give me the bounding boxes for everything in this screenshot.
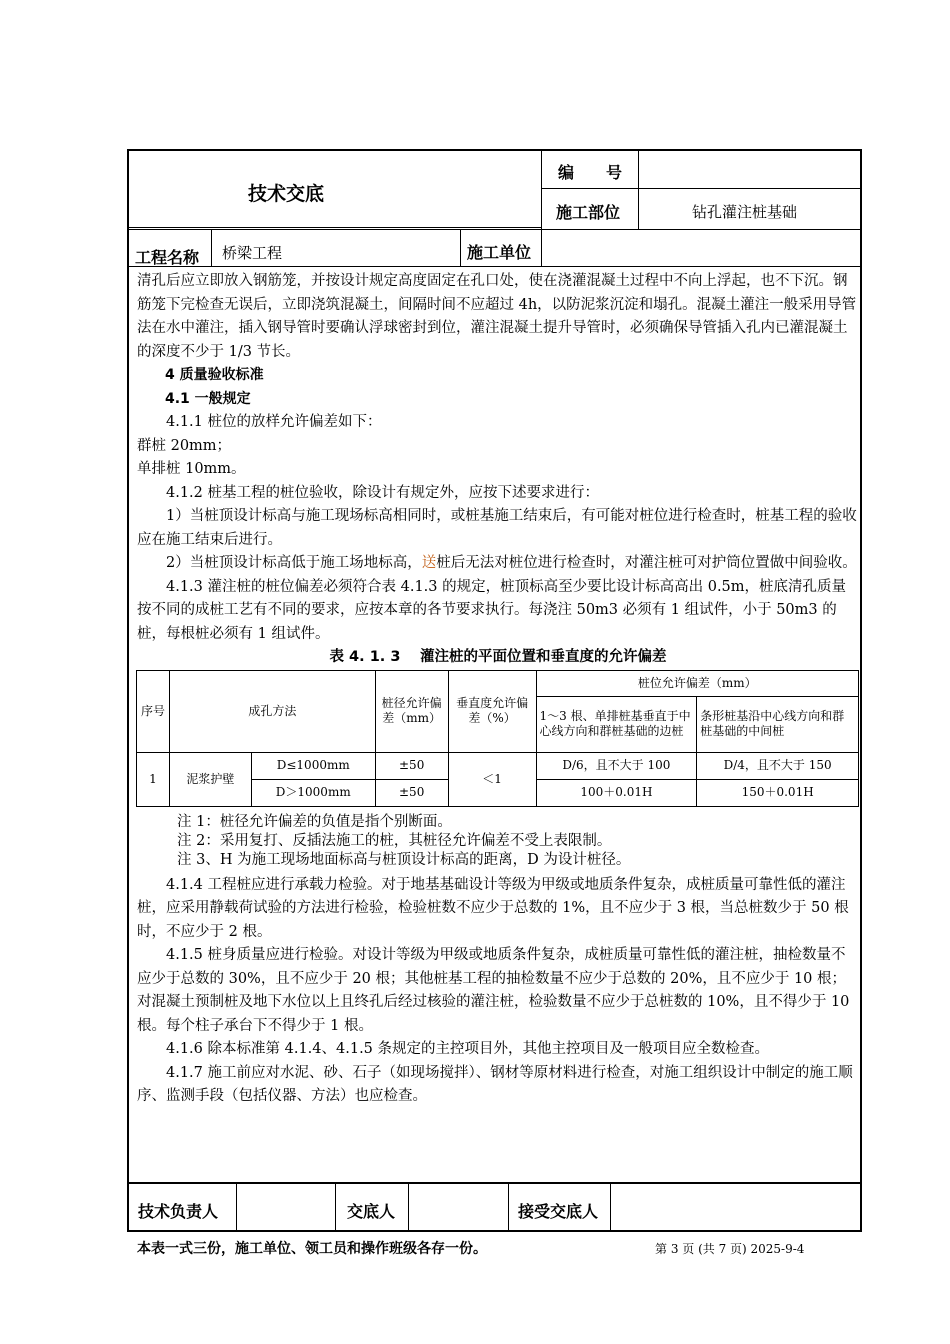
- project-label: 工程名称: [135, 248, 200, 267]
- item2-part-c: 桩后无法对桩位进行检查时，对灌注桩可对护筒位置做中间验收。: [436, 555, 857, 571]
- cell-r2-diameter-dev: ±50: [375, 779, 448, 806]
- header-title-divider: [127, 227, 541, 228]
- paragraph-single-row-pile: 单排桩 10mm。: [137, 461, 246, 477]
- cell-method: 泥浆护壁: [169, 752, 251, 806]
- signoff-vsep-5: [610, 1183, 611, 1232]
- header-row-divider: [127, 229, 862, 230]
- project-value: 桥梁工程: [222, 244, 283, 262]
- header-vsep-3: [211, 229, 212, 266]
- paragraph-intro: 清孔后应立即放入钢筋笼，并按设计规定高度固定在孔口处，使在浇灌混凝土过程中不向上浮起，也不下沉。钢筋笼下完检查无误后，立即浇筑混凝土，间隔时间不应超过 4h，以防泥浆沉淀和塌孔。混凝土灌注一般采用导管法在水中灌注，插入钢导管时要确认浮球密封到位，灌注混凝土提升导管时，必须确保导管插入孔内已灌混凝土的深度不少于 1/3 节长。: [137, 273, 857, 360]
- location-value: 钻孔灌注桩基础: [692, 203, 798, 221]
- header-position-a: 1～3 根、单排桩基垂直于中心线方向和群桩基础的边桩: [536, 696, 697, 752]
- header-position-b: 条形桩基沿中心线方向和群桩基础的中间桩: [697, 696, 859, 752]
- unit-label: 施工单位: [467, 243, 532, 262]
- signoff-vsep-4: [508, 1183, 509, 1232]
- header-vertical: 垂直度允许偏差（%）: [448, 670, 536, 752]
- header-position: 桩位允许偏差（mm）: [536, 670, 858, 696]
- paragraph-4-1-1: 4.1.1 桩位的放样允许偏差如下：: [166, 414, 382, 430]
- header-vsep-4: [460, 229, 461, 266]
- paragraph-4-1-3: 4.1.3 灌注桩的桩位偏差必须符合表 4.1.3 的规定，桩顶标高至少要比设计标高高出 0.5m，桩底清孔质量按不同的成桩工艺有不同的要求，应按本章的各节要求执行。每浇注 50m3 必须有 1 组试件，小于 50m3 的桩，每根桩必须有 1 组试件。: [137, 578, 847, 642]
- cell-r1-position-b: D/4，且不大于 150: [697, 752, 859, 779]
- footer-note: 本表一式三份，施工单位、领工员和操作班级各存一份。: [137, 1241, 487, 1257]
- header-vsep-5: [541, 229, 542, 266]
- cell-r1-diameter-dev: ±50: [375, 752, 448, 779]
- paragraph-4-1-7: 4.1.7 施工前应对水泥、砂、石子（如现场搅拌）、钢材等原材料进行检查，对施工组织设计中制定的施工顺序、监测手段（包括仪器、方法）也应检查。: [137, 1064, 853, 1104]
- cell-seq: 1: [137, 752, 170, 806]
- note-3: 注 3、H 为施工现场地面标高与桩顶设计标高的距离，D 为设计桩径。: [177, 851, 631, 868]
- note-1: 注 1：桩径允许偏差的负值是指个别断面。: [177, 813, 452, 830]
- section-heading-4-1: 4.1 一般规定: [165, 390, 251, 407]
- cell-vertical: ＜1: [448, 752, 536, 806]
- header-method: 成孔方法: [169, 670, 375, 752]
- table-header-row-1: [137, 670, 859, 696]
- signoff-top-divider: [127, 1182, 862, 1184]
- paragraph-group-pile: 群桩 20mm；: [137, 437, 232, 454]
- form-title: 技术交底: [248, 183, 325, 205]
- table-notes: [137, 813, 859, 870]
- header-vsep-1: [541, 149, 542, 229]
- paragraph-4-1-5: 4.1.5 桩身质量应进行检验。对设计等级为甲级或地质条件复杂，成桩质量可靠性低的灌注桩，抽检数量不应少于总数的 30%，且不应少于 20 根；其他桩基工程的抽检数量不应少于总数的 20%，且不应少于 10 根；对混凝土预制桩及地下水位以上且终孔后经过核验的灌注桩，检验数量不应少于总桩数的 10%，且不得少于 10 根。每个柱子承台下不得少于 1 根。: [137, 947, 850, 1034]
- document-body: [137, 270, 859, 1109]
- section-heading-4: 4 质量验收标准: [165, 367, 264, 383]
- number-label: 编 号: [558, 163, 623, 182]
- cell-r2-position-a: 100＋0.01H: [536, 779, 697, 806]
- header-seq: 序号: [137, 670, 170, 752]
- cell-r2-diameter-range: D＞1000mm: [251, 779, 375, 806]
- signoff-vsep-3: [408, 1183, 409, 1232]
- table-caption: 表 4. 1. 3 灌注桩的平面位置和垂直度的允许偏差: [329, 649, 667, 665]
- paragraph-4-1-2-item1: 1）当桩顶设计标高与施工现场标高相同时，或桩基施工结束后，有可能对桩位进行检查时，桩基工程的验收应在施工结束后进行。: [137, 508, 857, 548]
- item2-highlight: 送: [421, 555, 437, 571]
- paragraph-4-1-6: 4.1.6 除本标准第 4.1.4、4.1.5 条规定的主控项目外，其他主控项目及一般项目应全数检查。: [166, 1041, 770, 1057]
- header-diameter: 桩径允许偏差（mm）: [375, 670, 448, 752]
- header-vsep-2: [638, 149, 639, 229]
- item2-part-a: 2）当桩顶设计标高低于施工场地标高，: [166, 555, 422, 571]
- header-number-divider: [541, 188, 862, 189]
- receiver-label: 接受交底人: [518, 1202, 599, 1221]
- footer-page-info: 第 3 页 (共 7 页) 2025-9-4: [655, 1242, 805, 1256]
- location-label: 施工部位: [556, 203, 621, 222]
- cell-r1-position-a: D/6，且不大于 100: [536, 752, 697, 779]
- handover-label: 交底人: [347, 1202, 396, 1221]
- tech-lead-label: 技术负责人: [138, 1202, 219, 1221]
- cell-r1-diameter-range: D≤1000mm: [251, 752, 375, 779]
- table-row: [137, 752, 859, 779]
- header-bottom-divider: [127, 266, 862, 267]
- paragraph-4-1-2-item2: [137, 552, 859, 576]
- signoff-vsep-2: [335, 1183, 336, 1232]
- note-2: 注 2：采用复打、反插法施工的桩，其桩径允许偏差不受上表限制。: [177, 832, 612, 849]
- paragraph-4-1-2: 4.1.2 桩基工程的桩位验收，除设计有规定外，应按下述要求进行：: [166, 484, 600, 501]
- paragraph-4-1-4: 4.1.4 工程桩应进行承载力检验。对于地基基础设计等级为甲级或地质条件复杂，成桩质量可靠性低的灌注桩，应采用静载荷试验的方法进行检验，检验桩数不应少于总数的 1%，且不应少于 3 根，当总桩数少于 50 根时，不应少于 2 根。: [137, 876, 849, 940]
- deviation-table: [136, 670, 859, 807]
- signoff-vsep-1: [236, 1183, 237, 1232]
- cell-r2-position-b: 150＋0.01H: [697, 779, 859, 806]
